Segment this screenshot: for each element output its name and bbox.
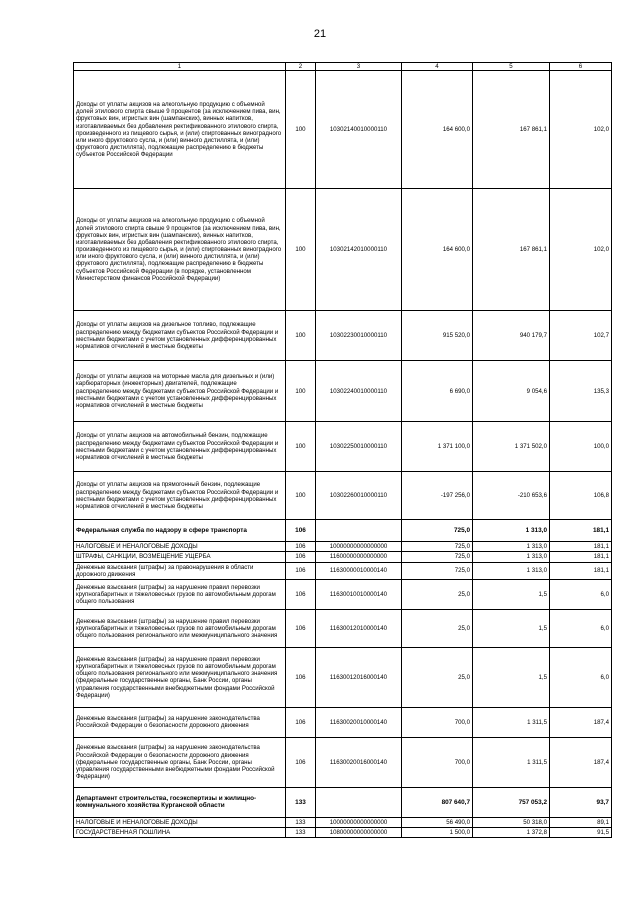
row-admin-code: 106 [286, 737, 316, 787]
row-planned-amount: 56 490,0 [402, 817, 473, 827]
row-admin-code: 106 [286, 579, 316, 609]
row-planned-amount: 25,0 [402, 647, 473, 707]
table-row [74, 311, 612, 361]
column-header: 5 [473, 63, 550, 71]
row-description: Денежные взыскания (штрафы) за нарушение правил перевозки крупногабаритных и тяжеловесных грузов по автомобильным дорогам общего пользования регионального или межмуниципального значения [74, 609, 286, 647]
row-description: Доходы от уплаты акцизов на автомобильный бензин, подлежащие распределению между бюджетами субъектов Российской Федерации и местными бюджетами с учетом установленных дифференцированных нормативов отчислений в местные бюджеты [74, 422, 286, 472]
row-description: Департамент строительства, госэкспертизы и жилищно-коммунального хозяйства Курганской области [74, 787, 286, 817]
table-row [74, 828, 612, 838]
row-actual-amount: 167 861,1 [473, 189, 550, 311]
row-execution-percent: 181,1 [550, 520, 612, 542]
row-actual-amount: -210 653,6 [473, 472, 550, 520]
row-budget-code: 11630000010000140 [316, 562, 402, 579]
row-planned-amount: 725,0 [402, 552, 473, 562]
row-description: Доходы от уплаты акцизов на алкогольную продукцию с объемной долей этилового спирта свыше 9 процентов (за исключением пива, вин, фруктовых вин, игристых вин (шампанских), винных напитков, изготавливаемых без добавления ректификованного этилового спирта, произведенного из пищевого сырья, и (или) спиртованных виноградного или иного фруктового сусла, и (или) винного дистиллята, и (или) фруктового дистиллята), подлежащие распределению в бюджеты субъектов Российской Федерации [74, 71, 286, 189]
row-planned-amount: 1 371 100,0 [402, 422, 473, 472]
row-actual-amount: 1 313,0 [473, 542, 550, 552]
row-description: Денежные взыскания (штрафы) за нарушение законодательства Российской Федерации о безопасности дорожного движения (федеральные государственные органы, Банк России, органы управления государственными внебюджетными фондами Российской Федерации) [74, 737, 286, 787]
row-budget-code: 11630020016000140 [316, 737, 402, 787]
row-execution-percent: 100,0 [550, 422, 612, 472]
row-description: НАЛОГОВЫЕ И НЕНАЛОГОВЫЕ ДОХОДЫ [74, 542, 286, 552]
column-header: 4 [402, 63, 473, 71]
row-budget-code: 10302250010000110 [316, 422, 402, 472]
table-row [74, 189, 612, 311]
row-budget-code: 11630012010000140 [316, 609, 402, 647]
row-planned-amount: 915 520,0 [402, 311, 473, 361]
row-planned-amount: 700,0 [402, 737, 473, 787]
row-admin-code: 106 [286, 647, 316, 707]
row-description: Доходы от уплаты акцизов на алкогольную продукцию с объемной долей этилового спирта свыше 9 процентов (за исключением пива, вин, фруктовых вин, игристых вин (шампанских), винных напитков, изготавливаемых без добавления ректификованного этилового спирта, произведенного из пищевого сырья, и (или) спиртованных виноградного или иного фруктового сусла, и (или) винного дистиллята, и (или) фруктового дистиллята), подлежащие распределению в бюджеты субъектов Российской Федерации (в порядке, установленном Министерством финансов Российской Федерации) [74, 189, 286, 311]
row-budget-code: 10000000000000000 [316, 542, 402, 552]
table-row [74, 361, 612, 422]
row-actual-amount: 1 311,5 [473, 707, 550, 737]
table-row [74, 552, 612, 562]
row-execution-percent: 102,7 [550, 311, 612, 361]
row-planned-amount: 164 600,0 [402, 71, 473, 189]
row-planned-amount: 700,0 [402, 707, 473, 737]
row-description: Денежные взыскания (штрафы) за правонарушения в области дорожного движения [74, 562, 286, 579]
column-header: 6 [550, 63, 612, 71]
row-admin-code: 133 [286, 817, 316, 827]
row-execution-percent: 135,3 [550, 361, 612, 422]
row-budget-code: 10302260010000110 [316, 472, 402, 520]
row-description: Денежные взыскания (штрафы) за нарушение законодательства Российской Федерации о безопасности дорожного движения [74, 707, 286, 737]
row-budget-code: 11630020010000140 [316, 707, 402, 737]
row-planned-amount: 725,0 [402, 562, 473, 579]
row-actual-amount: 1 311,5 [473, 737, 550, 787]
row-description: НАЛОГОВЫЕ И НЕНАЛОГОВЫЕ ДОХОДЫ [74, 817, 286, 827]
row-admin-code: 100 [286, 189, 316, 311]
column-header: 1 [74, 63, 286, 71]
row-execution-percent: 102,0 [550, 71, 612, 189]
row-description: Денежные взыскания (штрафы) за нарушение правил перевозки крупногабаритных и тяжеловесных грузов по автомобильным дорогам общего пользования [74, 579, 286, 609]
row-actual-amount: 757 053,2 [473, 787, 550, 817]
row-planned-amount: -197 256,0 [402, 472, 473, 520]
row-admin-code: 106 [286, 542, 316, 552]
row-actual-amount: 1 372,8 [473, 828, 550, 838]
row-admin-code: 133 [286, 828, 316, 838]
row-description: ШТРАФЫ, САНКЦИИ, ВОЗМЕЩЕНИЕ УЩЕРБА [74, 552, 286, 562]
row-execution-percent: 181,1 [550, 542, 612, 552]
row-budget-code: 10800000000000000 [316, 828, 402, 838]
table-row [74, 579, 612, 609]
table-row [74, 609, 612, 647]
row-budget-code: 11630012016000140 [316, 647, 402, 707]
column-header: 3 [316, 63, 402, 71]
row-actual-amount: 940 179,7 [473, 311, 550, 361]
row-actual-amount: 1,5 [473, 647, 550, 707]
revenue-table [73, 62, 612, 838]
row-actual-amount: 1,5 [473, 579, 550, 609]
row-budget-code: 10302230010000110 [316, 311, 402, 361]
table-row [74, 787, 612, 817]
row-admin-code: 100 [286, 311, 316, 361]
row-actual-amount: 167 861,1 [473, 71, 550, 189]
row-budget-code: 10000000000000000 [316, 817, 402, 827]
table-row [74, 472, 612, 520]
row-execution-percent: 6,0 [550, 609, 612, 647]
row-execution-percent: 106,8 [550, 472, 612, 520]
row-description: Доходы от уплаты акцизов на моторные масла для дизельных и (или) карбюраторных (инжекторных) двигателей, подлежащие распределению между бюджетами субъектов Российской Федерации и местными бюджетами с учетом установленных дифференцированных нормативов отчислений в местные бюджеты [74, 361, 286, 422]
row-admin-code: 100 [286, 71, 316, 189]
row-admin-code: 106 [286, 609, 316, 647]
table-row [74, 542, 612, 552]
row-budget-code: 10302240010000110 [316, 361, 402, 422]
row-description: Денежные взыскания (штрафы) за нарушение правил перевозки крупногабаритных и тяжеловесных грузов по автомобильным дорогам общего пользования регионального или межмуниципального значения (федеральные государственные органы, Банк России, органы управления государственными внебюджетными фондами Российской Федерации) [74, 647, 286, 707]
row-description: Федеральная служба по надзору в сфере транспорта [74, 520, 286, 542]
row-budget-code: 10302140010000110 [316, 71, 402, 189]
row-actual-amount: 9 054,6 [473, 361, 550, 422]
table-row [74, 422, 612, 472]
row-planned-amount: 6 690,0 [402, 361, 473, 422]
row-budget-code: 11630010010000140 [316, 579, 402, 609]
row-execution-percent: 187,4 [550, 737, 612, 787]
row-planned-amount: 25,0 [402, 609, 473, 647]
row-description: Доходы от уплаты акцизов на дизельное топливо, подлежащие распределению между бюджетами субъектов Российской Федерации и местными бюджетами с учетом установленных дифференцированных нормативов отчислений в местные бюджеты [74, 311, 286, 361]
column-header: 2 [286, 63, 316, 71]
row-actual-amount: 1 371 502,0 [473, 422, 550, 472]
row-execution-percent: 89,1 [550, 817, 612, 827]
row-admin-code: 106 [286, 552, 316, 562]
row-execution-percent: 91,5 [550, 828, 612, 838]
row-actual-amount: 1 313,0 [473, 520, 550, 542]
row-planned-amount: 725,0 [402, 520, 473, 542]
row-admin-code: 133 [286, 787, 316, 817]
column-number-row [74, 63, 612, 71]
table-row [74, 647, 612, 707]
table-row [74, 817, 612, 827]
row-description: ГОСУДАРСТВЕННАЯ ПОШЛИНА [74, 828, 286, 838]
row-budget-code [316, 520, 402, 542]
row-budget-code [316, 787, 402, 817]
row-actual-amount: 50 318,0 [473, 817, 550, 827]
row-planned-amount: 1 500,0 [402, 828, 473, 838]
row-budget-code: 10302142010000110 [316, 189, 402, 311]
row-planned-amount: 725,0 [402, 542, 473, 552]
row-description: Доходы от уплаты акцизов на прямогонный бензин, подлежащие распределению между бюджетами субъектов Российской Федерации и местными бюджетами с учетом установленных дифференцированных нормативов отчислений в местные бюджеты [74, 472, 286, 520]
row-planned-amount: 25,0 [402, 579, 473, 609]
table-row [74, 562, 612, 579]
row-execution-percent: 181,1 [550, 552, 612, 562]
row-admin-code: 106 [286, 562, 316, 579]
row-planned-amount: 807 640,7 [402, 787, 473, 817]
row-admin-code: 100 [286, 361, 316, 422]
table-row [74, 737, 612, 787]
page-number: 21 [313, 28, 327, 40]
table-row [74, 71, 612, 189]
row-admin-code: 100 [286, 422, 316, 472]
row-execution-percent: 187,4 [550, 707, 612, 737]
table-row [74, 707, 612, 737]
row-execution-percent: 102,0 [550, 189, 612, 311]
row-actual-amount: 1 313,0 [473, 562, 550, 579]
row-actual-amount: 1 313,0 [473, 552, 550, 562]
row-execution-percent: 6,0 [550, 647, 612, 707]
row-budget-code: 11600000000000000 [316, 552, 402, 562]
row-execution-percent: 93,7 [550, 787, 612, 817]
row-admin-code: 106 [286, 520, 316, 542]
table-row [74, 520, 612, 542]
row-admin-code: 106 [286, 707, 316, 737]
row-execution-percent: 181,1 [550, 562, 612, 579]
row-planned-amount: 164 600,0 [402, 189, 473, 311]
row-execution-percent: 6,0 [550, 579, 612, 609]
row-actual-amount: 1,5 [473, 609, 550, 647]
row-admin-code: 100 [286, 472, 316, 520]
